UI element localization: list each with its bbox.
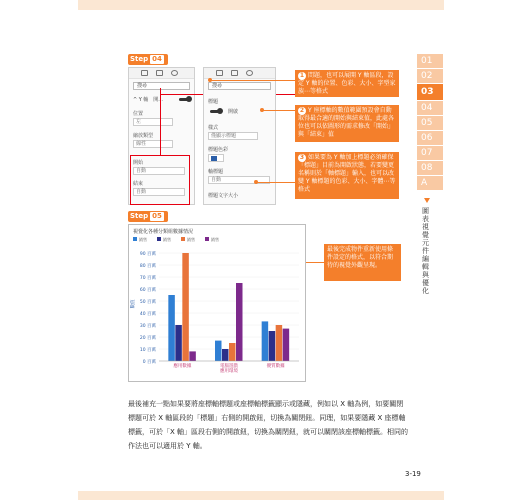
y-tick-label: 40 百萬	[139, 312, 156, 317]
bar	[175, 325, 182, 361]
y-axis-toggle[interactable]	[179, 98, 190, 101]
bottom-decor-bar	[78, 491, 444, 500]
legend-label: 銷售	[163, 237, 171, 242]
pointer-line	[210, 80, 295, 81]
chapter-vertical-title: 圖表視覺元件編輯與優化	[422, 207, 429, 295]
search-input[interactable]: 搜尋	[133, 82, 190, 90]
x-tick-label: 電腦遊戲	[220, 364, 238, 369]
style-label: 樣式	[208, 125, 219, 131]
bar	[182, 253, 189, 361]
pointer-dot	[260, 108, 264, 112]
step-05-badge	[128, 211, 168, 222]
step-number: 05	[152, 212, 162, 220]
callout-text: 如果要為 Y 軸加上標題必須確保「標題」目前為開啟狀態，若要變更名稱則於「軸標題」輸入，也可以改變 Y 軸標題的色彩、大小、字體⋯等格式	[298, 154, 396, 193]
top-decor-bar	[78, 0, 444, 10]
position-select[interactable]: 左	[133, 118, 173, 126]
color-swatch	[211, 156, 217, 161]
highlight-box-range	[130, 155, 190, 205]
panel-toolbar	[204, 68, 275, 79]
highlight-connector	[160, 88, 161, 155]
step-number: 04	[152, 55, 162, 63]
y-tick-label: 50 百萬	[139, 300, 156, 305]
fields-icon[interactable]	[141, 70, 148, 76]
legend-label: 銷售	[139, 237, 147, 242]
bar	[236, 283, 243, 361]
callout-4	[324, 244, 401, 281]
side-nav-item-04: 04	[417, 101, 443, 115]
bar-chart	[129, 225, 305, 381]
title-font-size-label: 標題文字大小	[208, 193, 239, 199]
side-nav-item-02: 02	[417, 69, 443, 83]
y-tick-label: 90 百萬	[139, 252, 156, 257]
callout-number: 3	[299, 154, 305, 161]
y-tick-label: 20 百萬	[139, 336, 156, 341]
bar	[189, 351, 196, 361]
callout-2	[295, 105, 399, 142]
y-tick-label: 70 百萬	[139, 276, 156, 281]
pointer-dot	[254, 180, 258, 184]
legend-label: 銷售	[187, 237, 195, 242]
start-input[interactable]: 自動	[133, 167, 185, 175]
format-paint-icon[interactable]	[231, 70, 238, 76]
format-paint-icon[interactable]	[156, 70, 163, 76]
side-nav-item-01: 01	[417, 54, 443, 68]
x-tick-label: 應用數據	[173, 364, 192, 369]
start-label: 開始	[133, 160, 144, 166]
bar	[229, 343, 236, 361]
position-label: 位置	[133, 111, 144, 117]
fields-icon[interactable]	[216, 70, 223, 76]
bar	[269, 331, 276, 361]
step-label: Step	[130, 55, 149, 63]
style-select[interactable]: 僅顯示標題	[208, 132, 258, 140]
bar	[222, 349, 229, 361]
x-tick-label: 優質數據	[266, 364, 285, 369]
page-number: 3-19	[405, 470, 421, 478]
panel-toolbar	[129, 68, 194, 79]
side-nav-item-07: 07	[417, 146, 443, 160]
legend-swatch	[133, 237, 137, 241]
y-tick-label: 60 百萬	[139, 288, 156, 293]
pointer-line	[256, 182, 295, 183]
x-tick-label: 應用環境	[220, 369, 238, 374]
legend-swatch	[157, 237, 161, 241]
y-tick-label: 0 百萬	[142, 360, 156, 365]
legend-swatch	[181, 237, 185, 241]
bar	[215, 341, 222, 361]
scale-type-label: 縮放類型	[133, 133, 154, 139]
callout-text: Y 座標軸的數值範圍預設會自動取得最合適的開始與結束值，此處各位也可以依圖形的需求修改「開始」與「結束」值	[298, 107, 395, 138]
pointer-line	[262, 110, 295, 111]
callout-3	[295, 152, 399, 199]
end-label: 結束	[133, 181, 144, 187]
step-04-badge	[128, 54, 168, 65]
bar	[276, 325, 283, 361]
legend-label: 銷售	[211, 237, 219, 242]
title-color-label: 標題色彩	[208, 147, 229, 153]
side-nav-item-05: 05	[417, 116, 443, 130]
title-toggle[interactable]	[210, 110, 221, 113]
y-axis-title: 數值	[131, 299, 136, 309]
y-tick-label: 80 百萬	[139, 264, 156, 269]
side-nav-item-06: 06	[417, 131, 443, 145]
axis-title-input[interactable]: 自動	[208, 176, 270, 184]
title-color-picker[interactable]	[208, 154, 224, 162]
format-panel-right	[203, 67, 276, 205]
scale-type-select[interactable]: 線性	[133, 140, 173, 148]
side-nav-item-A: A	[417, 176, 443, 190]
callout-text: 最後完成物件重新使用條件設定的格式，以符合期待的視覺外觀呈現。	[327, 246, 394, 269]
pointer-dot	[208, 78, 212, 82]
analytics-icon[interactable]	[171, 70, 178, 76]
step-label: Step	[130, 212, 149, 220]
body-paragraph: 最後補充一點如果要將座標軸標題或座標軸標籤顯示或隱藏，例如以 X 軸為例，如要關閉標題可於 X 軸區段的「標題」右側的開啟鈕，切換為關閉鈕。同理，如果要隱藏 X 座標軸標籤，可於「X 軸」區段右側的開啟鈕，切換為關閉鈕，就可以關閉該座標軸標籤。相同的作法也可以適用於 Y 軸。	[128, 400, 409, 450]
title-state: 開啟	[228, 109, 239, 115]
analytics-icon[interactable]	[246, 70, 253, 76]
bar	[283, 329, 290, 361]
y-tick-label: 30 百萬	[139, 324, 156, 329]
chart-title: 視覺化各種分類組數據情況	[133, 229, 194, 235]
y-tick-label: 10 百萬	[139, 348, 156, 353]
callout-1	[295, 70, 399, 97]
end-input[interactable]: 自動	[133, 188, 185, 196]
title-marker-icon	[424, 198, 430, 203]
title-header: 標題	[208, 99, 219, 105]
callout-text: 問題，也可以展開 Y 軸區段，設定 Y 軸的位置、色彩、大小、字型家族⋯等格式	[298, 72, 396, 95]
side-nav-item-08: 08	[417, 161, 443, 175]
bar	[168, 295, 175, 361]
legend-swatch	[205, 237, 209, 241]
callout-number: 1	[299, 72, 305, 79]
side-nav-item-03: 03	[417, 84, 443, 100]
chart-frame	[128, 224, 306, 382]
bar	[262, 321, 269, 361]
search-input[interactable]: 搜尋	[208, 82, 271, 90]
y-axis-header[interactable]: ^ Y 軸 開...	[133, 97, 163, 103]
callout-number: 2	[299, 107, 305, 114]
axis-title-label: 軸標題	[208, 169, 224, 175]
